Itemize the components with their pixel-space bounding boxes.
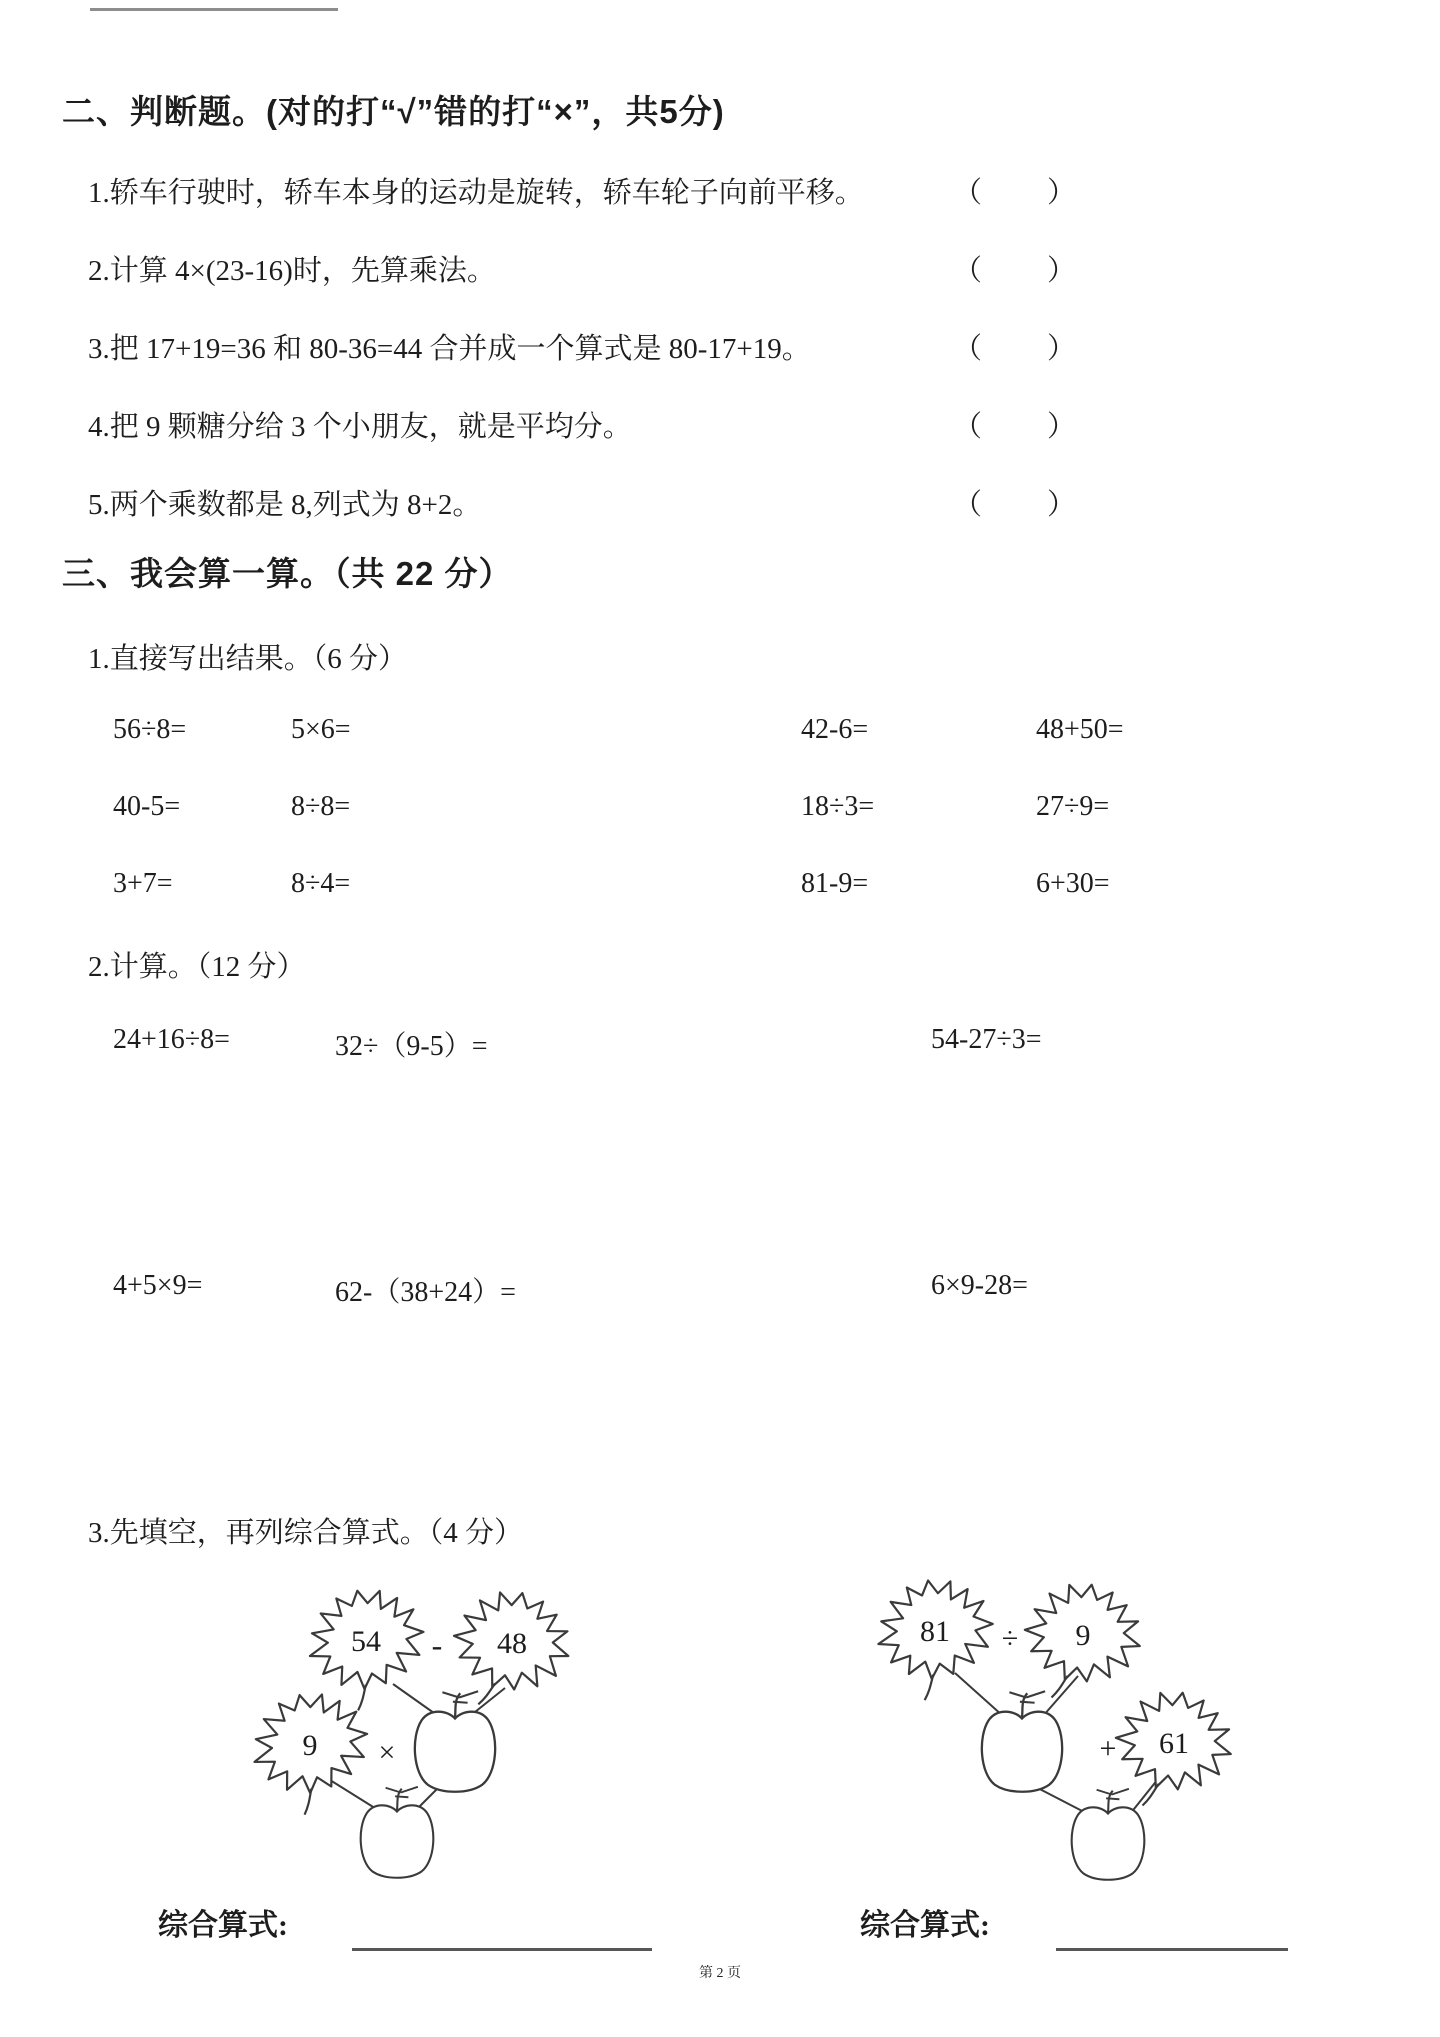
direct-calc-expression[interactable]: 56÷8= xyxy=(113,714,187,745)
direct-calc-expression[interactable]: 81-9= xyxy=(801,868,869,899)
scan-artifact-line xyxy=(90,8,338,11)
comprehensive-expression-label: 综合算式: xyxy=(158,1909,288,1942)
written-calc-expression[interactable]: 32÷（9-5）= xyxy=(335,1031,488,1062)
direct-calc-expression[interactable]: 3+7= xyxy=(113,868,173,899)
judgment-question-text: 1.轿车行驶时，轿车本身的运动是旋转，轿车轮子向前平移。 xyxy=(88,177,864,209)
written-calc-expression[interactable]: 62-（38+24）= xyxy=(335,1277,516,1308)
apple-blank-icon[interactable] xyxy=(1072,1789,1145,1880)
answer-parentheses[interactable]: （ ） xyxy=(953,333,1095,365)
judgment-question-text: 5.两个乘数都是 8,列式为 8+2。 xyxy=(88,489,482,521)
judgment-question-text: 4.把 9 颗糖分给 3 个小朋友，就是平均分。 xyxy=(88,411,632,443)
calc-section-title: 三、我会算一算。（共 22 分） xyxy=(62,555,513,592)
answer-underline[interactable] xyxy=(1056,1948,1288,1951)
leaf-value: 9 xyxy=(1075,1619,1091,1652)
page-number: 第 2 页 xyxy=(699,1966,741,1981)
written-calc-expression[interactable]: 24+16÷8= xyxy=(113,1024,230,1055)
operator-divide: ÷ xyxy=(1001,1622,1019,1655)
written-calc-title: 2.计算。（12 分） xyxy=(88,951,306,983)
leaf-value: 48 xyxy=(497,1627,527,1660)
apple-blank-icon[interactable] xyxy=(361,1787,434,1878)
leaf-value: 81 xyxy=(920,1615,950,1648)
comprehensive-expression-label: 综合算式: xyxy=(860,1909,990,1942)
connector-line xyxy=(955,1673,1003,1716)
fill-blank-title: 3.先填空，再列综合算式。（4 分） xyxy=(88,1517,524,1549)
operator-plus: + xyxy=(1099,1732,1117,1765)
answer-parentheses[interactable]: （ ） xyxy=(953,177,1095,209)
direct-calc-expression[interactable]: 40-5= xyxy=(113,791,181,822)
direct-calc-title: 1.直接写出结果。（6 分） xyxy=(88,643,408,675)
connector-line xyxy=(1043,1676,1078,1716)
direct-calc-expression[interactable]: 27÷9= xyxy=(1036,791,1110,822)
direct-calc-expression[interactable]: 5×6= xyxy=(291,714,351,745)
direct-calc-expression[interactable]: 18÷3= xyxy=(801,791,875,822)
direct-calc-expression[interactable]: 8÷4= xyxy=(291,868,351,899)
connector-line xyxy=(330,1780,378,1810)
direct-calc-expression[interactable]: 6+30= xyxy=(1036,868,1110,899)
answer-parentheses[interactable]: （ ） xyxy=(953,255,1095,287)
direct-calc-expression[interactable]: 42-6= xyxy=(801,714,869,745)
answer-underline[interactable] xyxy=(352,1948,652,1951)
leaf-value: 9 xyxy=(302,1729,318,1762)
answer-parentheses[interactable]: （ ） xyxy=(953,411,1095,443)
judgment-question-text: 3.把 17+19=36 和 80-36=44 合并成一个算式是 80-17+19。 xyxy=(88,333,811,365)
operator-times: × xyxy=(378,1736,396,1769)
direct-calc-expression[interactable]: 8÷8= xyxy=(291,791,351,822)
apple-blank-icon[interactable] xyxy=(982,1691,1062,1792)
fill-blank-diagrams xyxy=(150,1558,1350,1903)
leaf-value: 61 xyxy=(1159,1727,1189,1760)
leaf-value: 54 xyxy=(351,1625,381,1658)
direct-calc-expression[interactable]: 48+50= xyxy=(1036,714,1124,745)
answer-parentheses[interactable]: （ ） xyxy=(953,489,1095,521)
judgment-section-title: 二、判断题。(对的打“√”错的打“×”，共5分) xyxy=(62,93,725,130)
written-calc-expression[interactable]: 54-27÷3= xyxy=(931,1024,1042,1055)
judgment-question-text: 2.计算 4×(23-16)时，先算乘法。 xyxy=(88,255,496,287)
written-calc-expression[interactable]: 6×9-28= xyxy=(931,1270,1028,1301)
operator-minus: - xyxy=(431,1627,443,1663)
written-calc-expression[interactable]: 4+5×9= xyxy=(113,1270,203,1301)
